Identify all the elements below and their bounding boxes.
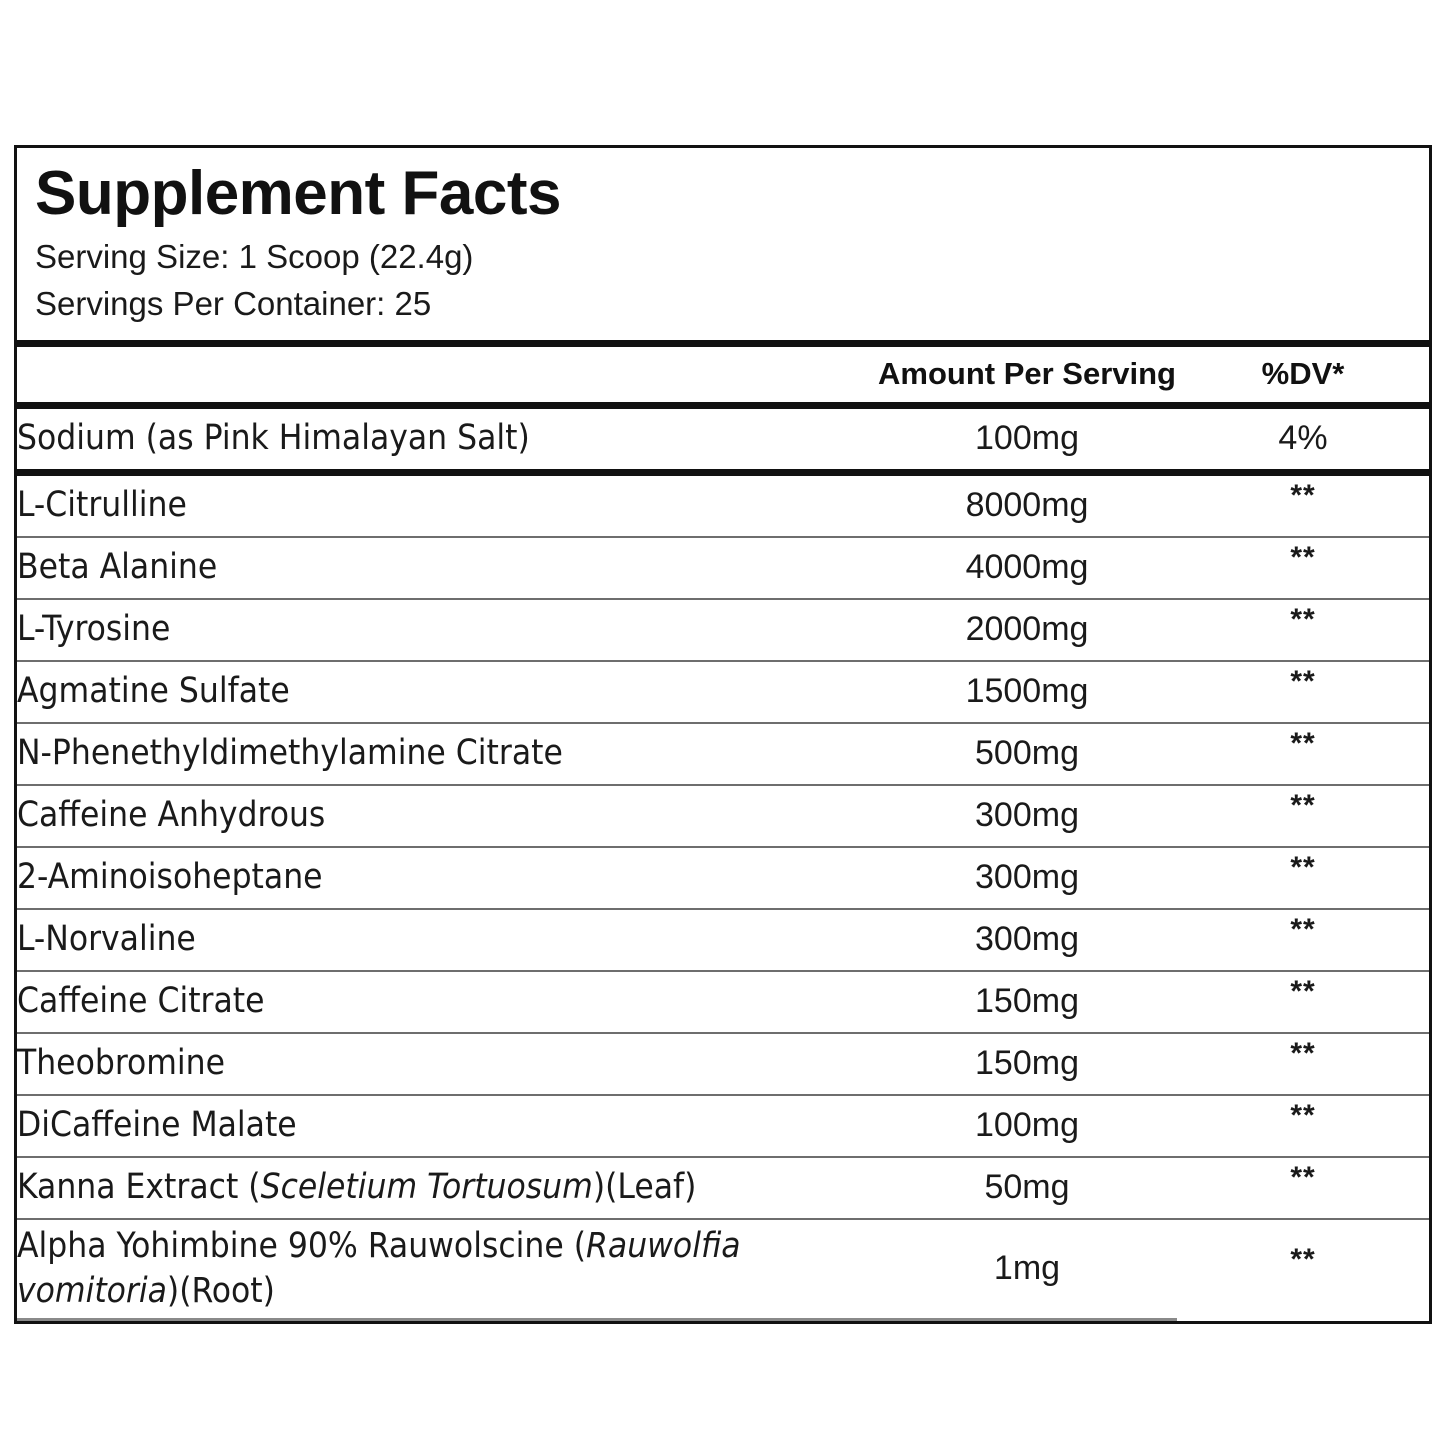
ingredient-amount: 2000mg (877, 599, 1177, 661)
ingredient-daily-value (1177, 723, 1429, 785)
dv-footnote-marker: ** (1290, 789, 1316, 823)
ingredient-amount: 300mg (877, 909, 1177, 971)
dv-footnote-marker: ** (1290, 851, 1316, 885)
ingredient-name: L-Tyrosine (17, 599, 877, 661)
ingredient-amount: 8000mg (877, 472, 1177, 537)
ingredient-name: L-Norvaline (17, 909, 877, 971)
ingredient-amount: 500mg (877, 723, 1177, 785)
page-title: Supplement Facts (35, 159, 561, 228)
table-row (17, 1095, 1429, 1157)
table-row (17, 537, 1429, 599)
table-row (17, 785, 1429, 847)
ingredient-name: L-Citrulline (17, 472, 877, 537)
dv-footnote-marker: ** (1290, 727, 1316, 761)
dv-footnote-marker: ** (1290, 1161, 1316, 1195)
ingredient-amount: 100mg (877, 1095, 1177, 1157)
ingredient-daily-value (1177, 785, 1429, 847)
ingredient-name: Sodium (as Pink Himalayan Salt) (17, 405, 877, 472)
supplement-facts-panel (14, 145, 1432, 1324)
serving-header-block (17, 148, 1429, 347)
dv-footnote-marker: ** (1290, 603, 1316, 637)
table-row (17, 661, 1429, 723)
table-row (17, 1157, 1429, 1219)
ingredient-daily-value (1177, 971, 1429, 1033)
table-row (17, 847, 1429, 909)
table-body (17, 405, 1429, 1319)
column-header-dv: %DV* (1177, 347, 1429, 406)
dv-footnote-marker: ** (1290, 913, 1316, 947)
ingredient-amount: 1mg (877, 1219, 1177, 1320)
ingredient-amount: 150mg (877, 971, 1177, 1033)
ingredient-daily-value (1177, 599, 1429, 661)
ingredient-name: Caffeine Anhydrous (17, 785, 877, 847)
ingredient-daily-value (1177, 1033, 1429, 1095)
ingredient-daily-value (1177, 537, 1429, 599)
table-row (17, 909, 1429, 971)
ingredient-daily-value (1177, 1095, 1429, 1157)
dv-footnote-marker: ** (1290, 1037, 1316, 1071)
ingredient-daily-value: 4% (1177, 405, 1429, 472)
ingredient-name: 2-Aminoisoheptane (17, 847, 877, 909)
ingredient-daily-value (1177, 847, 1429, 909)
ingredient-name: DiCaffeine Malate (17, 1095, 877, 1157)
table-header-row (17, 347, 1429, 406)
ingredient-name: Alpha Yohimbine 90% Rauwolscine (Rauwolfia vomitoria)(Root) (17, 1219, 877, 1320)
ingredient-amount: 100mg (877, 405, 1177, 472)
dv-footnote-marker: ** (1290, 665, 1316, 699)
ingredient-name: Kanna Extract (Sceletium Tortuosum)(Leaf) (17, 1157, 877, 1219)
supplement-facts-table (17, 347, 1429, 1321)
ingredient-daily-value (1177, 1219, 1429, 1320)
ingredient-name: Caffeine Citrate (17, 971, 877, 1033)
ingredient-daily-value (1177, 472, 1429, 537)
table-row (17, 1033, 1429, 1095)
ingredient-amount: 1500mg (877, 661, 1177, 723)
table-row (17, 1219, 1429, 1320)
ingredient-daily-value (1177, 909, 1429, 971)
ingredient-name: Beta Alanine (17, 537, 877, 599)
dv-footnote-marker: ** (1290, 1099, 1316, 1133)
ingredient-name: Theobromine (17, 1033, 877, 1095)
table-row (17, 599, 1429, 661)
dv-footnote-marker: ** (1290, 1242, 1316, 1276)
ingredient-amount: 300mg (877, 785, 1177, 847)
ingredient-amount: 300mg (877, 847, 1177, 909)
ingredient-name: Agmatine Sulfate (17, 661, 877, 723)
table-row (17, 472, 1429, 537)
dv-footnote-marker: ** (1290, 975, 1316, 1009)
ingredient-amount: 4000mg (877, 537, 1177, 599)
serving-size-text: Serving Size: 1 Scoop (22.4g) (35, 237, 474, 275)
ingredient-daily-value (1177, 661, 1429, 723)
ingredient-amount: 50mg (877, 1157, 1177, 1219)
ingredient-name: N-Phenethyldimethylamine Citrate (17, 723, 877, 785)
dv-footnote-marker: ** (1290, 479, 1316, 513)
dv-footnote-marker: ** (1290, 541, 1316, 575)
table-row (17, 723, 1429, 785)
table-row (17, 971, 1429, 1033)
ingredient-daily-value (1177, 1157, 1429, 1219)
servings-per-container-text: Servings Per Container: 25 (35, 284, 432, 322)
column-header-name (17, 347, 877, 406)
table-row (17, 405, 1429, 472)
column-header-amount: Amount Per Serving (877, 347, 1177, 406)
ingredient-amount: 150mg (877, 1033, 1177, 1095)
